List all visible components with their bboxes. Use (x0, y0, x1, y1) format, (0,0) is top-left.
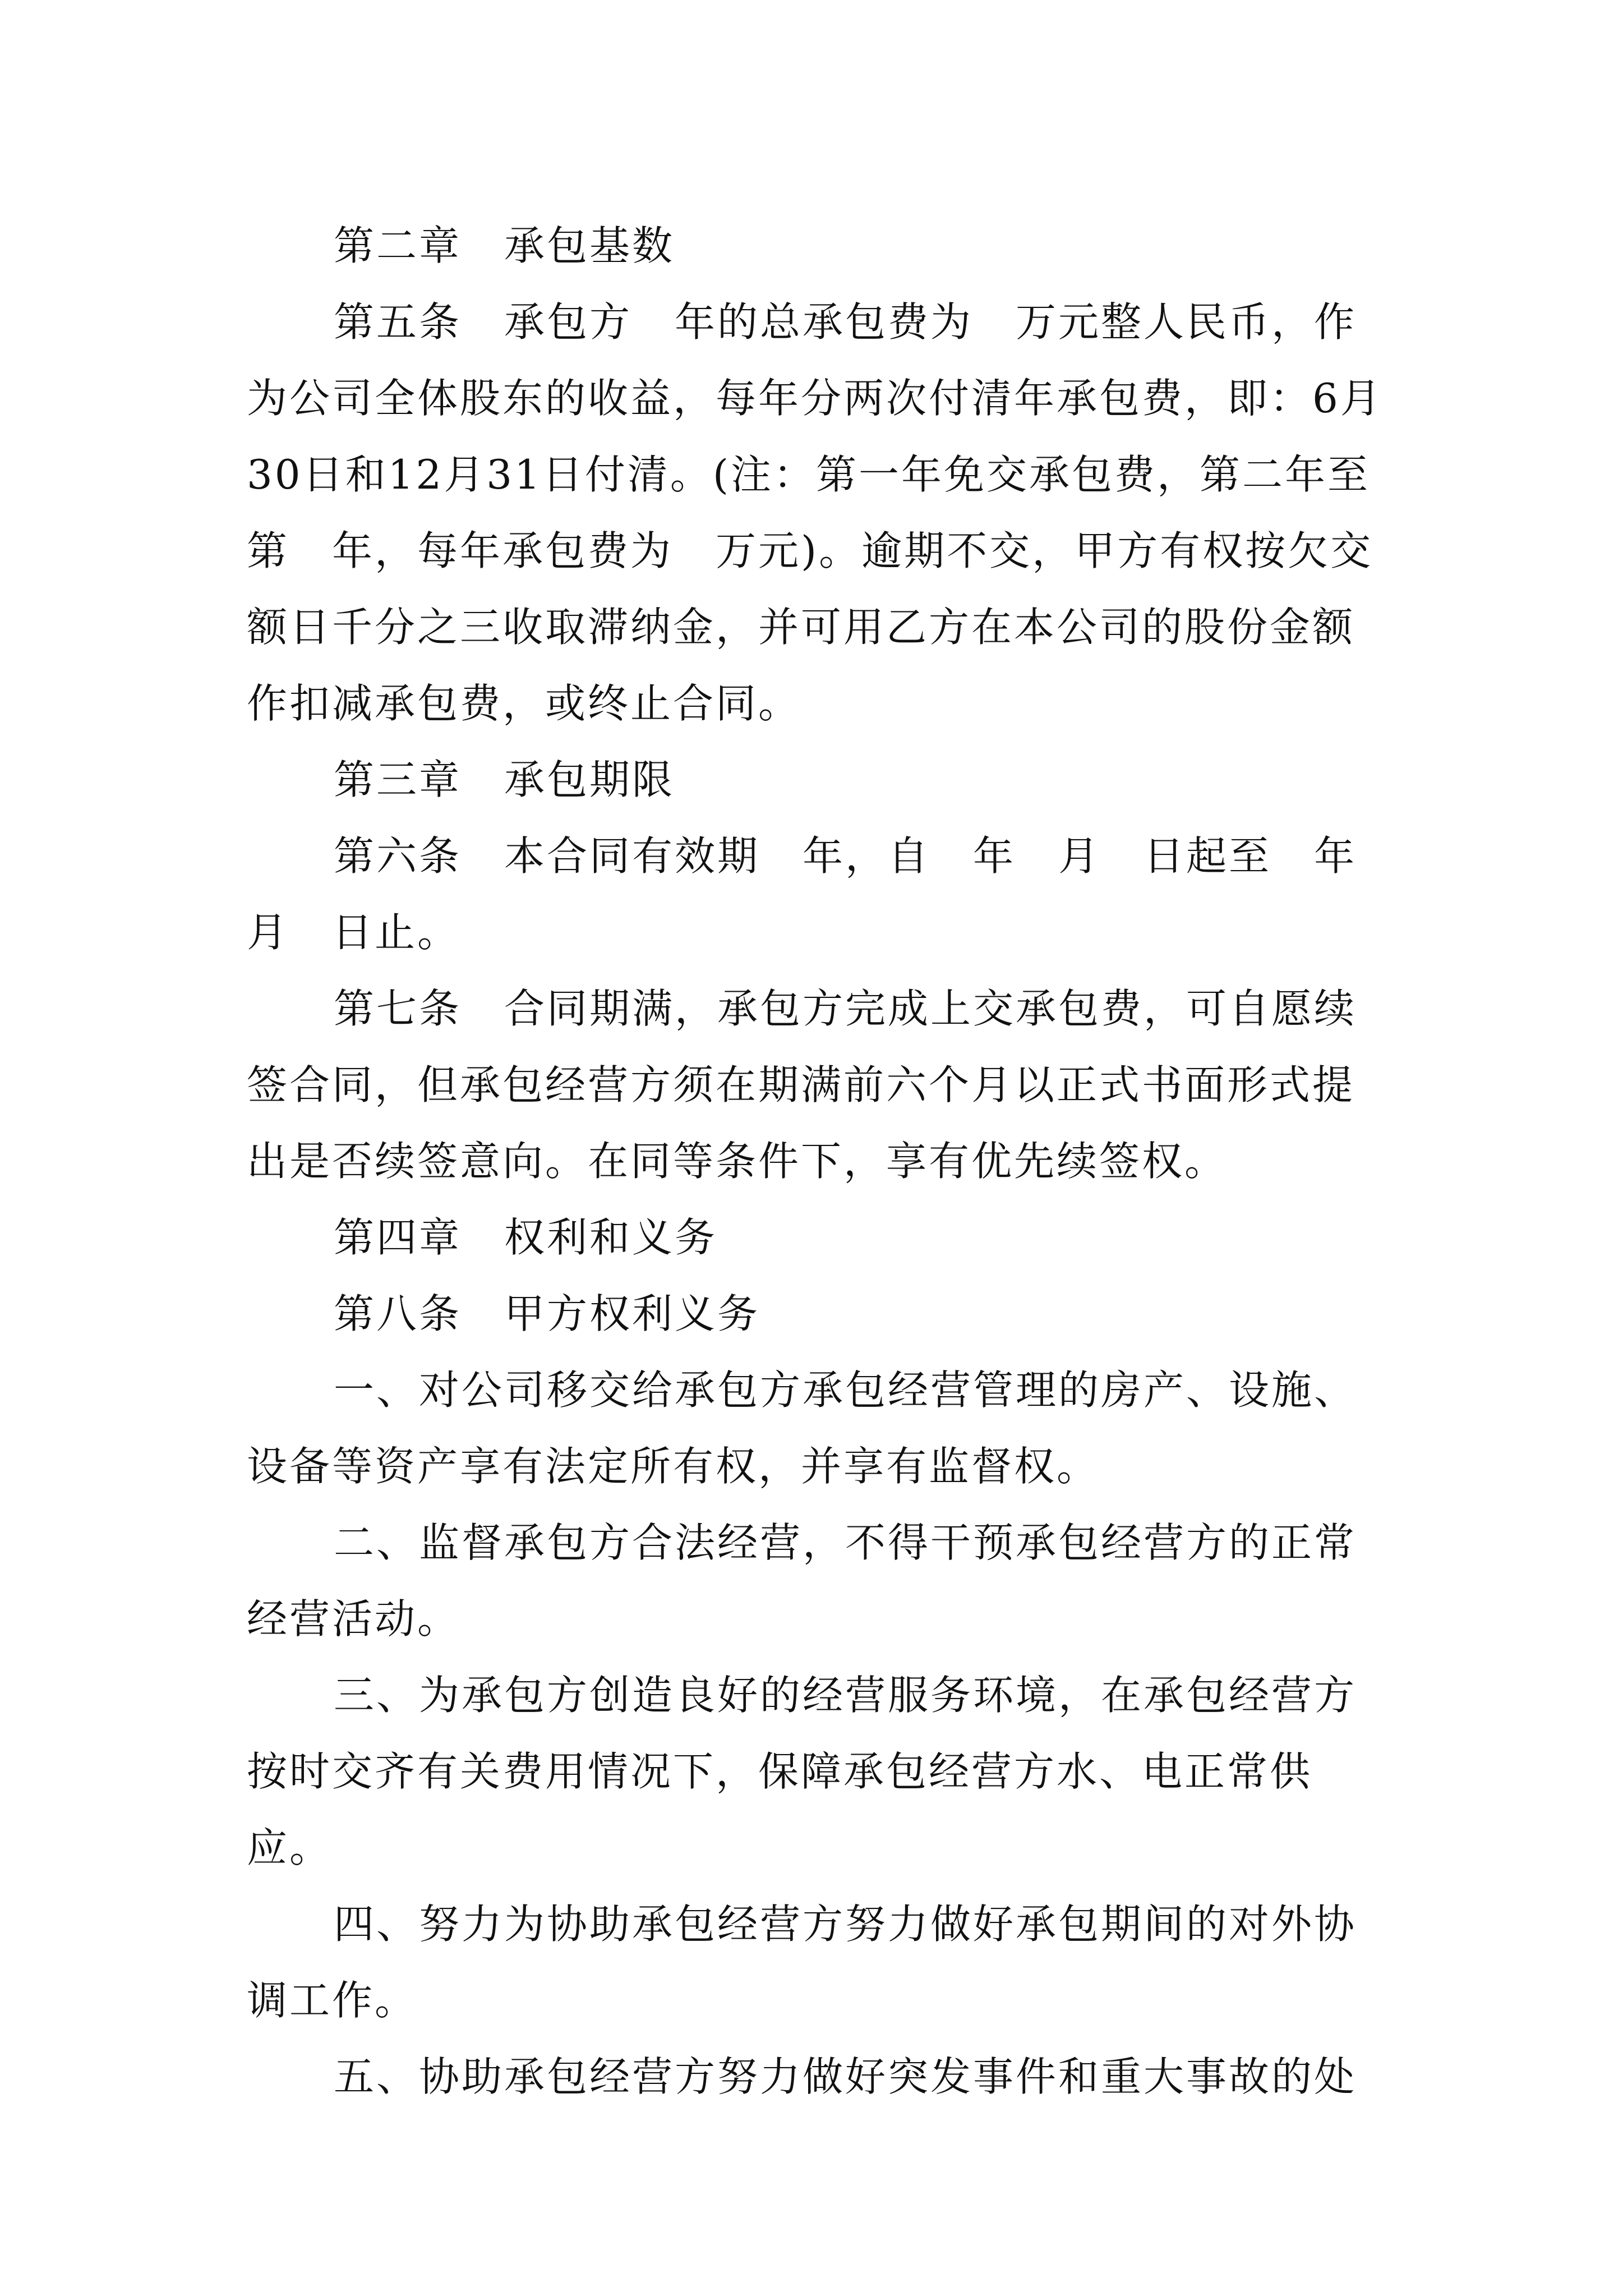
document-body (247, 208, 1400, 2115)
article-7-paragraph: 第七条 合同期满，承包方完成上交承包费，可自愿续签合同，但承包经营方须在期满前六个月以正式书面形式提出是否续签意向。在同等条件下，享有优先续签权。 (247, 985, 1357, 1185)
article-8-item-4: 四、努力为协助承包经营方努力做好承包期间的对外协调工作。 (247, 1901, 1357, 2024)
chapter-4-heading: 第四章 权利和义务 (334, 1214, 718, 1261)
article-8-item-5: 五、协助承包经营方努力做好突发事件和重大事故的处 (334, 2053, 1357, 2100)
article-5-paragraph: 第五条 承包方 年的总承包费为 万元整人民币，作为公司全体股东的收益，每年分两次付清年承包费，即：6月30日和12月31日付清。(注：第一年免交承包费，第二年至第 年，每年承包费为 万元)。逾期不交，甲方有权按欠交额日千分之三收取滞纳金，并可用乙方在本公司的股份金额作扣减承包费，或终止合同。 (247, 298, 1383, 727)
article-8-item-1: 一、对公司移交给承包方承包经营管理的房产、设施、设备等资产享有法定所有权，并享有监督权。 (247, 1366, 1357, 1490)
article-8-item-2: 二、监督承包方合法经营，不得干预承包经营方的正常经营活动。 (247, 1519, 1357, 1642)
article-8-item-3: 三、为承包方创造良好的经营服务环境，在承包经营方按时交齐有关费用情况下，保障承包经营方水、电正常供应。 (247, 1672, 1357, 1871)
article-6-paragraph: 第六条 本合同有效期 年，自 年 月 日起至 年 月 日止。 (247, 832, 1400, 956)
chapter-2-heading: 第二章 承包基数 (334, 222, 675, 269)
chapter-3-heading: 第三章 承包期限 (334, 756, 675, 803)
article-8-heading: 第八条 甲方权利义务 (334, 1290, 760, 1337)
